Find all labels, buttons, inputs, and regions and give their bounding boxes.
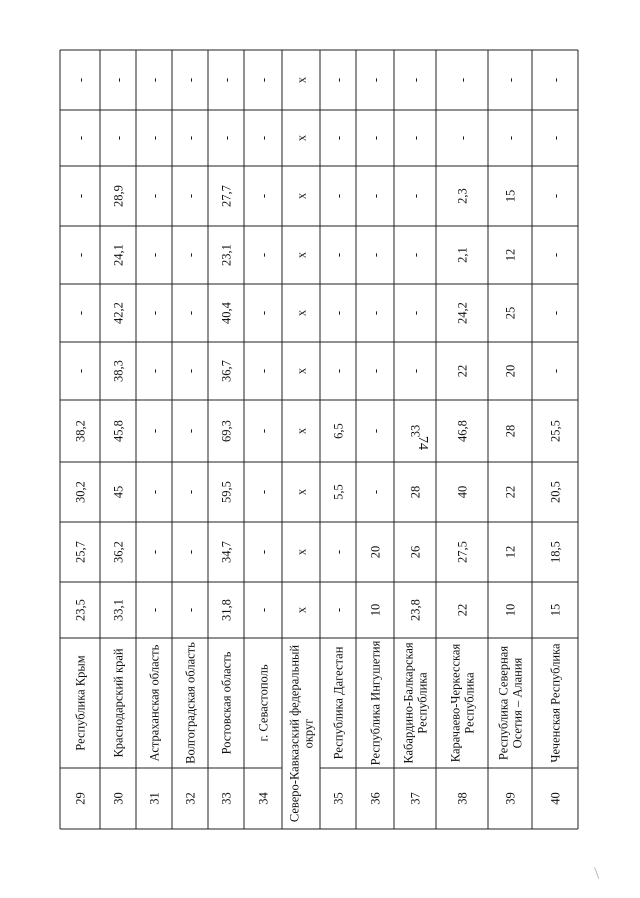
- value-cell: -: [503, 77, 518, 83]
- value-cell: -: [183, 310, 198, 316]
- cell-text-line: Республика Крым: [73, 655, 88, 751]
- cell-text-line: 39: [503, 792, 518, 805]
- cell-text-line: 36: [368, 792, 383, 805]
- value-cell: -: [548, 193, 563, 199]
- value-cell: -: [331, 193, 346, 199]
- value-cell: -: [147, 607, 162, 613]
- value-cell: -: [73, 252, 88, 258]
- value-cell: -: [219, 135, 234, 141]
- cell-text-line: г. Севастополь: [256, 664, 271, 742]
- value-cell: x: [294, 367, 309, 375]
- value-cell: 36,2: [111, 541, 126, 563]
- value-cell: 30,2: [73, 481, 88, 503]
- cell-text-line: Краснодарский край: [111, 648, 126, 758]
- value-cell: 22: [455, 364, 470, 378]
- value-cell: 40: [455, 485, 470, 499]
- value-cell: 31,8: [219, 599, 234, 621]
- value-cell: -: [111, 77, 126, 83]
- value-cell: -: [408, 193, 423, 199]
- value-cell: x: [294, 192, 309, 200]
- cell-text-line: Республика Северная: [496, 645, 511, 761]
- value-cell: -: [73, 77, 88, 83]
- value-cell: -: [548, 368, 563, 374]
- row-number-cell: [332, 792, 346, 805]
- cell-text-line: Республика Дагестан: [331, 646, 346, 760]
- value-cell: -: [368, 489, 383, 495]
- value-cell: -: [183, 549, 198, 555]
- value-cell: -: [256, 607, 271, 613]
- value-cell: -: [183, 607, 198, 613]
- value-cell: -: [548, 77, 563, 83]
- page-number: 74: [415, 436, 430, 450]
- value-cell: 10: [503, 603, 518, 617]
- row-number-cell: [409, 792, 423, 805]
- cell-text-line: Северо-Кавказский федеральный: [287, 644, 302, 823]
- value-cell: x: [294, 488, 309, 496]
- value-cell: 15: [548, 603, 563, 617]
- value-cell: -: [147, 549, 162, 555]
- value-cell: -: [147, 428, 162, 434]
- value-cell: -: [408, 310, 423, 316]
- value-cell: 33,1: [111, 599, 126, 621]
- value-cell: 45,8: [111, 420, 126, 442]
- value-cell: 28,9: [111, 185, 126, 207]
- value-cell: 59,5: [219, 481, 234, 503]
- value-cell: x: [294, 76, 309, 84]
- value-cell: -: [331, 549, 346, 555]
- region-name-cell: [332, 646, 346, 759]
- value-cell: -: [147, 489, 162, 495]
- value-cell: -: [503, 135, 518, 141]
- value-cell: 10: [368, 603, 383, 617]
- region-name-cell: [402, 642, 430, 764]
- row-number-cell: [220, 792, 234, 805]
- value-cell: -: [147, 77, 162, 83]
- value-cell: 12: [503, 248, 518, 262]
- row-number-cell: [112, 792, 126, 805]
- value-cell: 23,8: [408, 599, 423, 621]
- value-cell: 22: [455, 603, 470, 617]
- value-cell: -: [548, 310, 563, 316]
- value-cell: -: [256, 310, 271, 316]
- value-cell: x: [294, 548, 309, 556]
- value-cell: -: [183, 428, 198, 434]
- value-cell: 25: [503, 306, 518, 320]
- value-cell: -: [147, 193, 162, 199]
- cell-text-line: 35: [331, 792, 346, 805]
- value-cell: 20: [503, 364, 518, 378]
- region-name-cell: [449, 644, 477, 763]
- value-cell: x: [294, 309, 309, 317]
- row-number-cell: [456, 792, 470, 805]
- value-cell: -: [256, 135, 271, 141]
- value-cell: -: [368, 310, 383, 316]
- cell-text-line: Карачаево-Черкесская: [448, 643, 463, 763]
- region-name-cell: [369, 640, 383, 765]
- region-name-cell: [148, 644, 162, 761]
- value-cell: 36,7: [219, 360, 234, 382]
- cell-text-line: 40: [548, 792, 563, 805]
- value-cell: -: [183, 252, 198, 258]
- row-number-cell: [369, 792, 383, 805]
- region-name-cell: [112, 648, 126, 757]
- cell-text-line: Волгоградская область: [183, 642, 198, 764]
- region-name-cell: [74, 655, 88, 750]
- value-cell: -: [368, 368, 383, 374]
- value-cell: -: [368, 428, 383, 434]
- value-cell: -: [111, 135, 126, 141]
- value-cell: -: [183, 193, 198, 199]
- region-name-cell: [497, 646, 525, 760]
- value-cell: -: [331, 77, 346, 83]
- value-cell: 38,3: [111, 360, 126, 382]
- value-cell: 38,2: [73, 420, 88, 442]
- cell-text-line: Чеченская Республика: [548, 643, 563, 763]
- value-cell: -: [408, 77, 423, 83]
- value-cell: -: [183, 489, 198, 495]
- value-cell: 27,7: [219, 185, 234, 207]
- value-cell: -: [73, 368, 88, 374]
- cell-text-line: Кабардино-Балкарская: [401, 642, 416, 764]
- region-name-cell: [184, 642, 198, 764]
- value-cell: 45: [111, 485, 126, 499]
- value-cell: 23,1: [219, 244, 234, 266]
- cell-text-line: 31: [147, 792, 162, 805]
- row-number-cell: [504, 792, 518, 805]
- cell-text-line: 30: [111, 792, 126, 805]
- region-name-cell: [257, 664, 271, 741]
- value-cell: 24,1: [111, 244, 126, 266]
- value-cell: 22: [503, 485, 518, 499]
- cell-text-line: 34: [256, 792, 271, 805]
- value-cell: -: [256, 428, 271, 434]
- value-cell: -: [219, 77, 234, 83]
- cell-text-line: округ: [301, 718, 316, 749]
- region-name-cell: [220, 651, 234, 754]
- value-cell: 34,7: [219, 541, 234, 563]
- cell-text-line: Республика Ингушетия: [368, 640, 383, 766]
- region-name-cell: [288, 645, 316, 823]
- value-cell: -: [256, 193, 271, 199]
- value-cell: -: [408, 252, 423, 258]
- value-cell: 15: [503, 189, 518, 203]
- row-number-cell: [74, 792, 88, 805]
- value-cell: 24,2: [455, 302, 470, 324]
- value-cell: -: [368, 77, 383, 83]
- value-cell: -: [455, 135, 470, 141]
- value-cell: -: [368, 135, 383, 141]
- value-cell: -: [147, 368, 162, 374]
- row-number-cell: [148, 792, 162, 805]
- value-cell: 26: [408, 545, 423, 559]
- region-name-cell: [549, 643, 563, 763]
- value-cell: -: [256, 77, 271, 83]
- value-cell: 25,7: [73, 541, 88, 563]
- value-cell: -: [548, 252, 563, 258]
- value-cell: -: [548, 135, 563, 141]
- value-cell: -: [73, 193, 88, 199]
- value-cell: x: [294, 134, 309, 142]
- value-cell: 18,5: [548, 541, 563, 563]
- value-cell: x: [294, 427, 309, 435]
- value-cell: 42,2: [111, 302, 126, 324]
- value-cell: -: [183, 368, 198, 374]
- value-cell: -: [147, 252, 162, 258]
- value-cell: -: [408, 135, 423, 141]
- value-cell: -: [331, 368, 346, 374]
- value-cell: 33: [408, 424, 423, 438]
- value-cell: 46,8: [455, 420, 470, 442]
- row-number-cell: [549, 792, 563, 805]
- value-cell: 28: [408, 485, 423, 499]
- value-cell: 2,3: [455, 188, 470, 204]
- cell-text-line: Республика: [462, 672, 477, 734]
- cell-text-line: Республика: [415, 672, 430, 734]
- value-cell: 23,5: [73, 599, 88, 621]
- value-cell: -: [368, 193, 383, 199]
- value-cell: -: [331, 252, 346, 258]
- value-cell: -: [256, 368, 271, 374]
- value-cell: 25,5: [548, 420, 563, 442]
- value-cell: 12: [503, 545, 518, 559]
- value-cell: -: [331, 310, 346, 316]
- value-cell: -: [256, 549, 271, 555]
- value-cell: -: [147, 310, 162, 316]
- value-cell: -: [183, 135, 198, 141]
- value-cell: 27,5: [455, 541, 470, 563]
- row-number-cell: [257, 792, 271, 805]
- row-number-cell: [184, 792, 198, 805]
- value-cell: -: [368, 252, 383, 258]
- cell-text-line: 29: [73, 792, 88, 805]
- cell-text-line: Ростовская область: [219, 651, 234, 755]
- value-cell: 6,5: [331, 423, 346, 439]
- value-cell: -: [73, 310, 88, 316]
- cell-text-line: 38: [455, 792, 470, 805]
- value-cell: 5,5: [331, 484, 346, 500]
- value-cell: -: [256, 252, 271, 258]
- value-cell: -: [73, 135, 88, 141]
- value-cell: 20,5: [548, 481, 563, 503]
- value-cell: x: [294, 606, 309, 614]
- value-cell: -: [147, 135, 162, 141]
- value-cell: -: [331, 135, 346, 141]
- value-cell: 40,4: [219, 302, 234, 324]
- value-cell: -: [331, 607, 346, 613]
- value-cell: 69,3: [219, 420, 234, 442]
- cell-text-line: Осетия – Алания: [510, 657, 525, 749]
- value-cell: 2,1: [455, 247, 470, 263]
- value-cell: x: [294, 251, 309, 259]
- cell-text-line: Астраханская область: [147, 644, 162, 762]
- value-cell: -: [408, 368, 423, 374]
- value-cell: -: [256, 489, 271, 495]
- cell-text-line: 32: [183, 792, 198, 805]
- value-cell: 28: [503, 424, 518, 438]
- cell-text-line: 37: [408, 792, 423, 805]
- cell-text-line: 33: [219, 792, 234, 805]
- value-cell: 20: [368, 545, 383, 559]
- value-cell: -: [455, 77, 470, 83]
- value-cell: -: [183, 77, 198, 83]
